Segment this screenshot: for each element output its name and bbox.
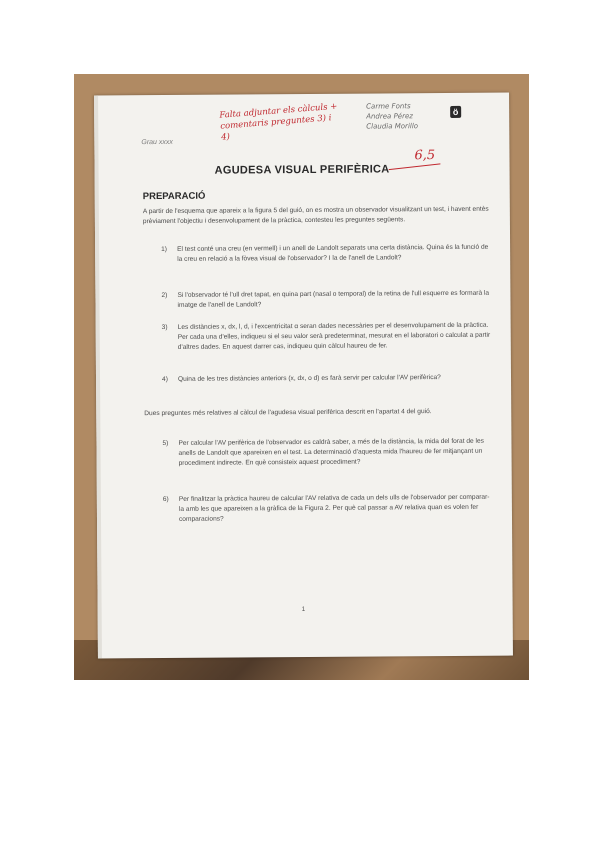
question-number: 5): [162, 439, 169, 447]
handwritten-grade: 6,5: [414, 148, 436, 164]
question-text: Quina de les tres distàncies anteriors (x, dx, o d) es farà servir per calcular l'AV perifèrica?: [177, 374, 441, 383]
student-name: Carme Fonts: [366, 102, 411, 111]
section-title: PREPARACIÓ: [142, 190, 206, 203]
handwritten-note: Falta adjuntar els càlculs + comentaris preguntes 3) i 4): [219, 101, 338, 143]
question-item: [162, 493, 493, 526]
document-photo: [74, 74, 529, 680]
student-name: Claudia Morillo: [366, 122, 419, 131]
question-number: 1): [161, 245, 168, 253]
question-item: [161, 289, 491, 312]
question-number: 2): [161, 291, 168, 299]
header-left-text: Grau xxxx: [141, 138, 173, 147]
question-number: 3): [161, 323, 168, 331]
question-text: Per calcular l'AV perifèrica de l'observador es caldrà saber, a més de la distància, la mida del forat de les anells de Landolt que apareixen en el test. La determinació d'aquesta mida l'haureu de fer mitjançant un procediment indirecte. En què consisteix aquest procediment?: [178, 437, 484, 468]
student-name: Andrea Pérez: [366, 112, 413, 121]
question-item: [161, 243, 491, 266]
page-number: 1: [301, 605, 306, 614]
student-names: [366, 101, 418, 131]
question-text: Per finalitzar la pràctica haureu de calcular l'AV relativa de cada un dels ulls de l'observador per comparar-la amb les que apareixen a la gràfica de la Figura 2. Per què cal passar a AV relativa quan es volen fer comparacions?: [178, 493, 490, 524]
question-number: 6): [162, 495, 169, 503]
intro-paragraph: A partir de l'esquema que apareix a la figura 5 del guió, on es mostra un observador visualitzant un test, i havent entès prèviament l'objectiu i desenvolupament de la pràctica, contesteu les preguntes següents.: [142, 205, 489, 226]
question-text: El test conté una creu (en vermell) i un anell de Landolt separats una certa distància. Quina és la funció de la creu en relació a la fòvea visual de l'observador? I la de l'anell de Landolt?: [177, 243, 489, 264]
paper-edge: [94, 95, 102, 658]
question-item: [161, 373, 492, 385]
question-item: [162, 437, 492, 470]
middle-paragraph: Dues preguntes més relatives al càlcul de l'agudesa visual perifèrica descrit en l'apartat 4 del guió.: [144, 408, 432, 418]
question-item: [161, 321, 492, 354]
document-title: AGUDESA VISUAL PERIFÈRICA: [214, 163, 390, 177]
question-number: 4): [161, 375, 168, 383]
grade-underline: [389, 163, 441, 170]
question-text: Si l'observador té l'ull dret tapat, en quina part (nasal o temporal) de la retina de l'ull esquerre es formarà la imatge de l'anell de Landolt?: [177, 289, 490, 310]
question-text: Les distàncies x, dx, l, d, i l'excentricitat α seran dades necessàries per el desenvolupament de la pràctica. Per cada una d'elles, indiqueu si el seu valor serà predeterminat, mesurat en el laboratori o calculat a partir d'altres dades. En aquest darrer cas, indiqueu quin càlcul haureu de fer.: [177, 321, 491, 352]
paper-sheet: [94, 93, 513, 659]
university-logo-icon: ö: [450, 106, 461, 118]
